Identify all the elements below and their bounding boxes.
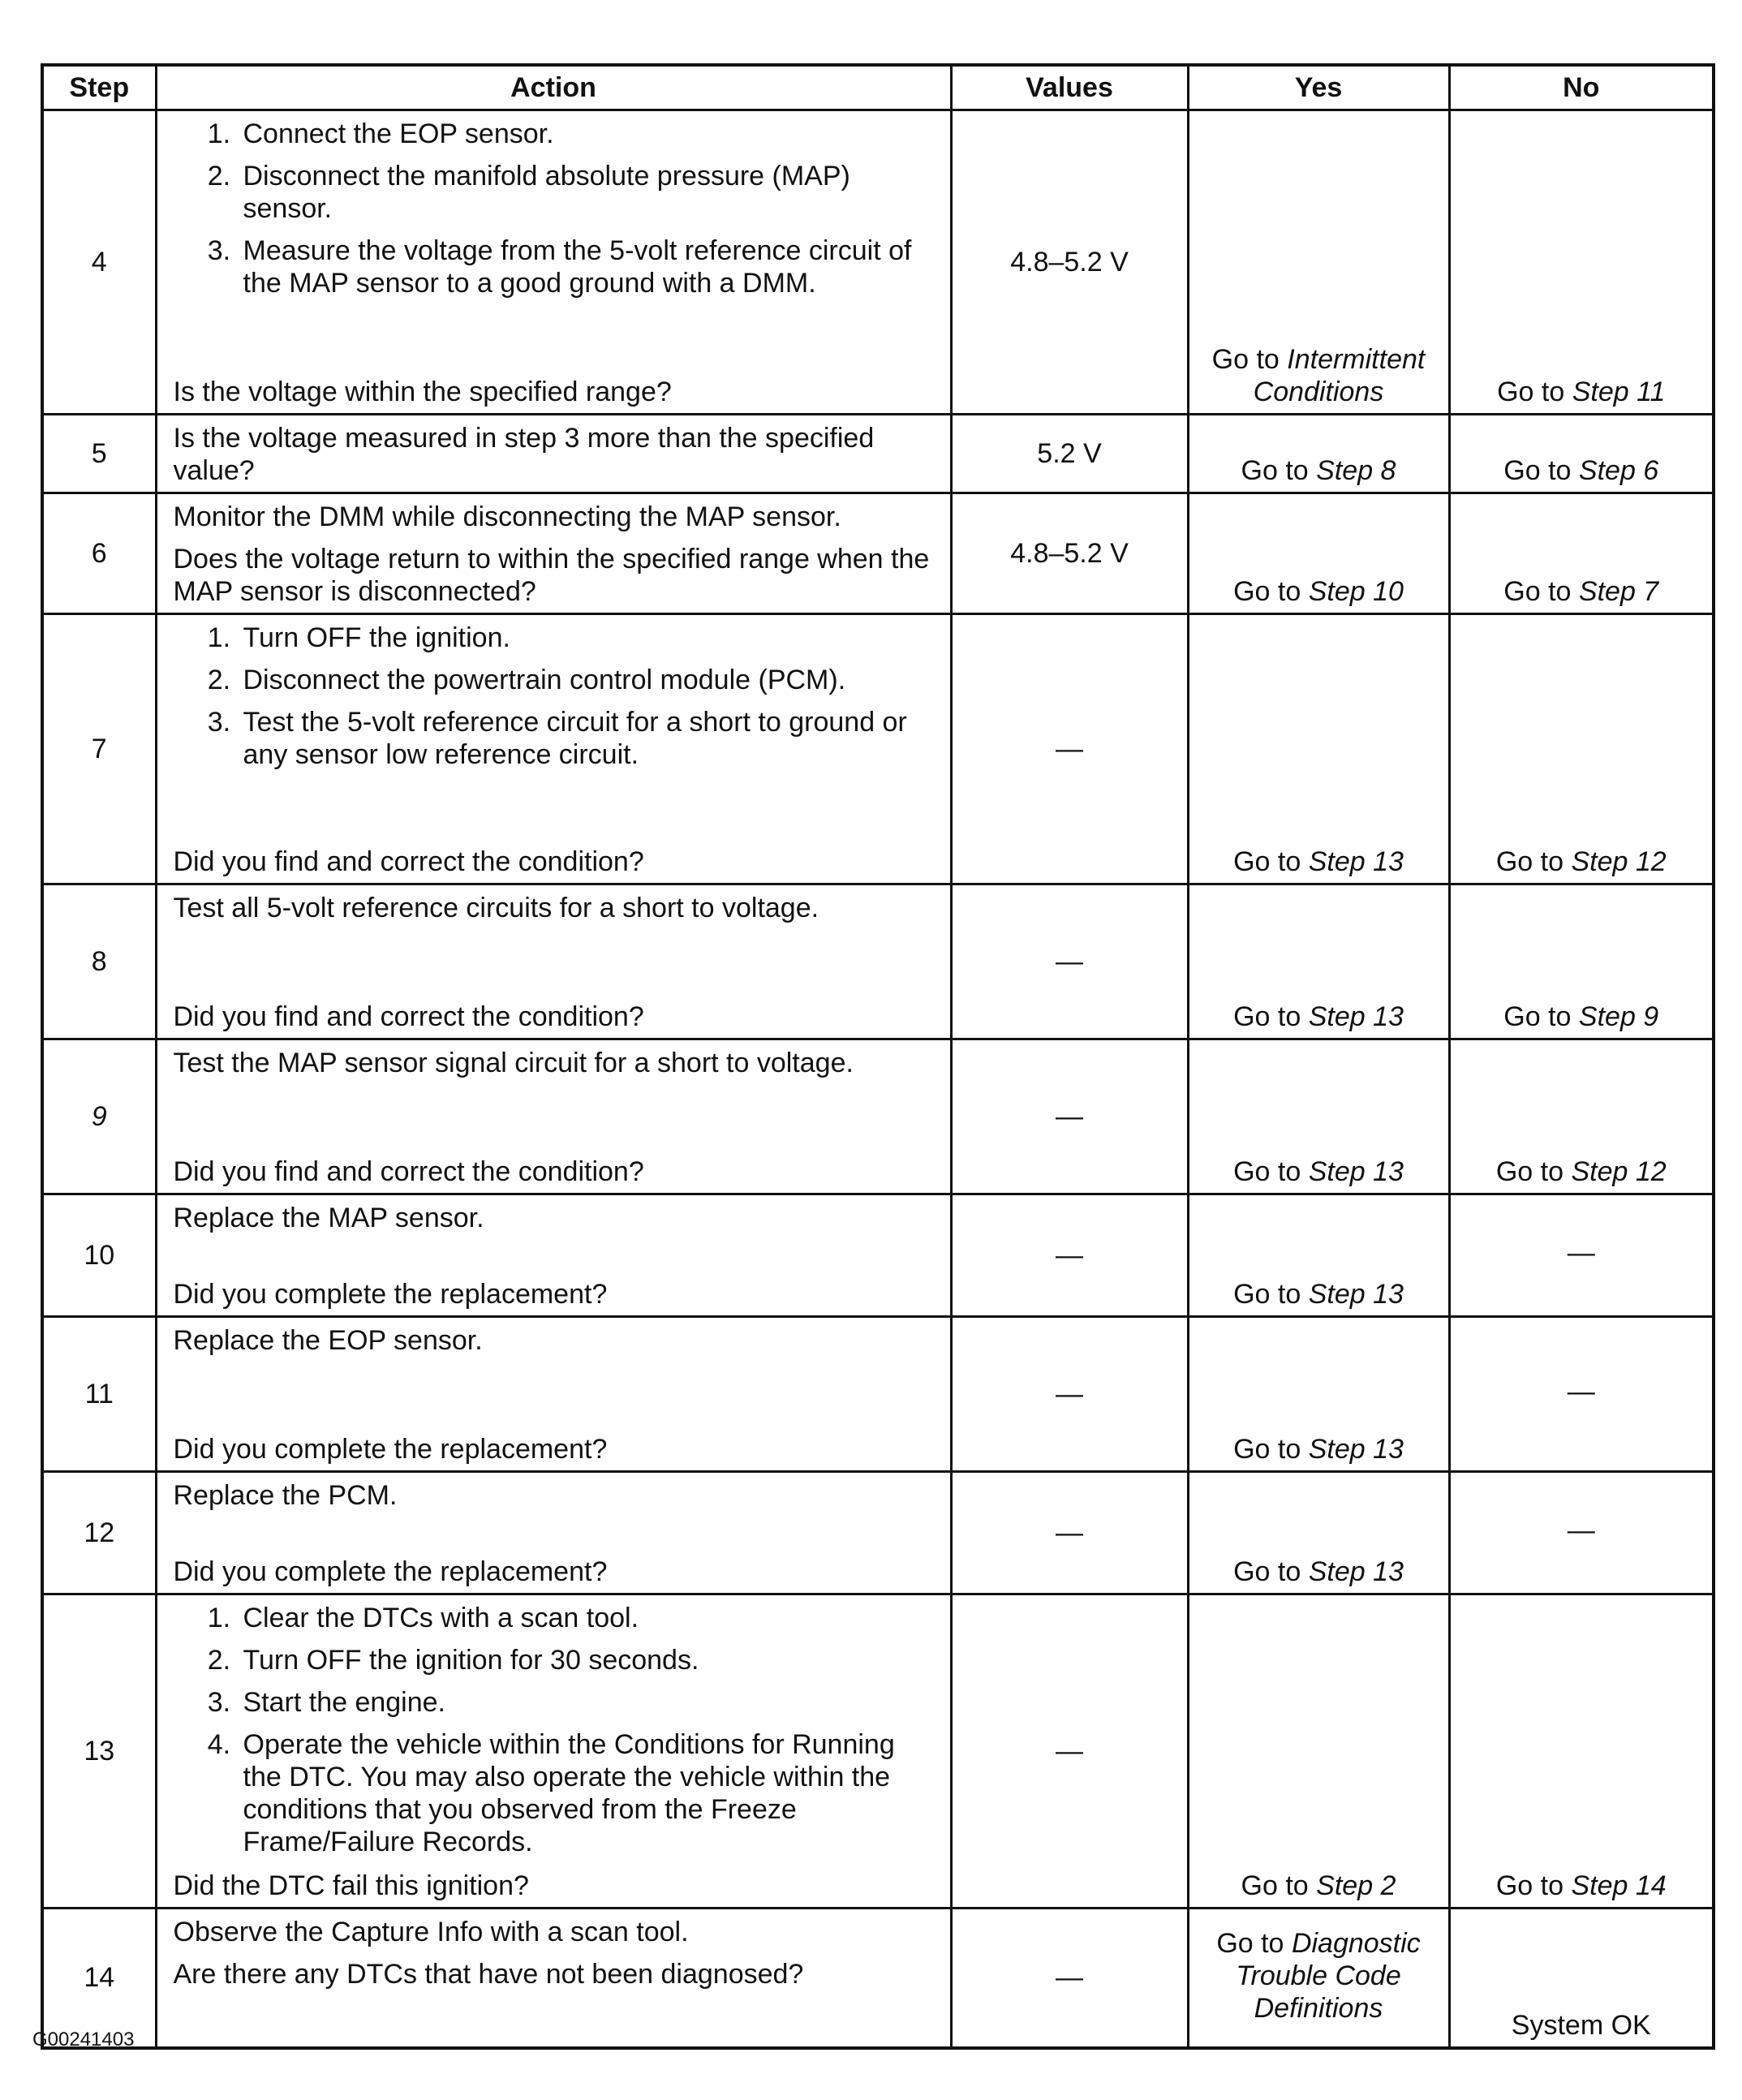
action-cell: [156, 884, 951, 1039]
value-cell: —: [951, 1317, 1188, 1472]
action-text: Test all 5-volt reference circuits for a short to voltage.: [173, 893, 819, 923]
action-cell: [156, 1909, 951, 2048]
value-cell: —: [951, 1909, 1188, 2048]
action-question: Did you find and correct the condition?: [173, 846, 644, 877]
value-cell: 5.2 V: [951, 415, 1188, 493]
yes-reference: Step 13: [1308, 1001, 1404, 1032]
no-prefix: Go to: [1503, 576, 1572, 607]
action-cell: [156, 1472, 951, 1594]
step-number: 7: [42, 614, 156, 884]
action-item: 2. Disconnect the manifold absolute pressure (MAP) sensor.: [239, 160, 934, 225]
value-cell: —: [951, 884, 1188, 1039]
yes-reference: Step 13: [1308, 1434, 1404, 1465]
action-question: Did you complete the replacement?: [173, 1556, 608, 1587]
no-reference: Step 12: [1571, 1156, 1667, 1187]
action-item: 2. Disconnect the powertrain control module (PCM).: [239, 664, 934, 696]
no-prefix: Go to: [1497, 377, 1565, 407]
value-cell: —: [951, 614, 1188, 884]
action-item: 3. Start the engine.: [239, 1686, 934, 1719]
action-text: Replace the PCM.: [173, 1480, 398, 1511]
header-values: Values: [951, 65, 1188, 110]
no-cell: [1449, 110, 1714, 415]
yes-prefix: Go to: [1233, 1156, 1301, 1187]
no-prefix: Go to: [1503, 455, 1572, 486]
action-cell: [156, 1317, 951, 1472]
action-question: Is the voltage measured in step 3 more than the specified value?: [173, 423, 875, 486]
action-list: [174, 622, 934, 771]
step-number: 4: [42, 110, 156, 415]
yes-prefix: Go to: [1233, 1001, 1301, 1032]
yes-cell: [1188, 1317, 1449, 1472]
table-row: [42, 1472, 1714, 1594]
yes-prefix: Go to: [1233, 1279, 1301, 1310]
no-cell: System OK: [1449, 1909, 1714, 2048]
yes-prefix: Go to: [1233, 1434, 1301, 1465]
no-prefix: Go to: [1495, 1870, 1563, 1901]
table-row: [42, 1194, 1714, 1317]
action-item: 3. Measure the voltage from the 5-volt reference circuit of the MAP sensor to a good ground with a DMM.: [239, 235, 934, 299]
yes-cell: [1188, 884, 1449, 1039]
yes-cell: [1188, 110, 1449, 415]
value-cell: 4.8–5.2 V: [951, 110, 1188, 415]
no-reference: Step 7: [1578, 576, 1659, 607]
yes-cell: [1188, 614, 1449, 884]
step-number: 8: [42, 884, 156, 1039]
value-cell: 4.8–5.2 V: [951, 493, 1188, 614]
yes-cell: [1188, 1909, 1449, 2048]
yes-reference: Step 2: [1316, 1870, 1396, 1901]
value-cell: —: [951, 1472, 1188, 1594]
no-prefix: Go to: [1495, 1156, 1563, 1187]
yes-cell: [1188, 1194, 1449, 1317]
action-item: 1. Turn OFF the ignition.: [239, 622, 934, 654]
action-cell: [156, 493, 951, 614]
yes-cell: [1188, 493, 1449, 614]
diagnostic-table: [41, 63, 1715, 2050]
action-question: Did you find and correct the condition?: [173, 1001, 644, 1032]
no-cell: —: [1449, 1472, 1714, 1594]
action-item: 2. Turn OFF the ignition for 30 seconds.: [239, 1644, 934, 1676]
header-action: Action: [156, 65, 951, 110]
action-text: Replace the MAP sensor.: [173, 1203, 484, 1233]
table-row: [42, 1317, 1714, 1472]
no-reference: Step 14: [1571, 1870, 1667, 1901]
action-question: Are there any DTCs that have not been diagnosed?: [173, 1959, 804, 1990]
yes-prefix: Go to: [1241, 455, 1309, 486]
step-number: 10: [42, 1194, 156, 1317]
action-question: Did the DTC fail this ignition?: [173, 1870, 529, 1901]
action-question: Does the voltage return to within the specified range when the MAP sensor is disconnected?: [173, 544, 930, 607]
action-list: [174, 118, 934, 299]
action-item: 1. Clear the DTCs with a scan tool.: [239, 1602, 934, 1634]
yes-cell: [1188, 1472, 1449, 1594]
action-cell: [156, 1594, 951, 1909]
action-item: 3. Test the 5-volt reference circuit for a short to ground or any sensor low reference circuit.: [239, 706, 934, 771]
table-row: [42, 415, 1714, 493]
no-reference: Step 9: [1578, 1001, 1659, 1032]
step-number: 9: [42, 1039, 156, 1194]
header-step: Step: [42, 65, 156, 110]
yes-reference: Step 13: [1308, 1156, 1404, 1187]
step-number: 5: [42, 415, 156, 493]
value-cell: —: [951, 1594, 1188, 1909]
action-cell: [156, 415, 951, 493]
action-cell: [156, 614, 951, 884]
action-item: 4. Operate the vehicle within the Conditions for Running the DTC. You may also operate the vehicle within the conditions that you observed from the Freeze Frame/Failure Records.: [239, 1728, 934, 1858]
no-cell: [1449, 1594, 1714, 1909]
no-cell: [1449, 884, 1714, 1039]
step-number: 6: [42, 493, 156, 614]
step-number: 11: [42, 1317, 156, 1472]
yes-reference: Step 13: [1308, 1556, 1404, 1587]
table-row: [42, 1909, 1714, 2048]
action-text: Test the MAP sensor signal circuit for a short to voltage.: [173, 1048, 854, 1078]
table-row: [42, 493, 1714, 614]
table-row: [42, 110, 1714, 415]
yes-prefix: Go to: [1216, 1928, 1284, 1959]
table-row: [42, 614, 1714, 884]
no-cell: —: [1449, 1194, 1714, 1317]
action-cell: [156, 1039, 951, 1194]
yes-reference: Step 13: [1308, 846, 1404, 877]
no-prefix: Go to: [1503, 1001, 1572, 1032]
value-cell: —: [951, 1194, 1188, 1317]
yes-reference: Diagnostic Trouble Code Definitions: [1236, 1928, 1421, 2024]
yes-cell: [1188, 1594, 1449, 1909]
action-question: Is the voltage within the specified range?: [173, 377, 672, 407]
no-cell: [1449, 415, 1714, 493]
no-cell: [1449, 1039, 1714, 1194]
table-row: [42, 1594, 1714, 1909]
no-cell: [1449, 614, 1714, 884]
yes-cell: [1188, 1039, 1449, 1194]
action-text: Replace the EOP sensor.: [173, 1325, 483, 1356]
header-no: No: [1449, 65, 1714, 110]
action-text: Observe the Capture Info with a scan tool.: [173, 1917, 689, 1947]
value-cell: —: [951, 1039, 1188, 1194]
table-row: [42, 1039, 1714, 1194]
step-number: 14: [42, 1909, 156, 2048]
yes-prefix: Go to: [1211, 344, 1280, 375]
yes-prefix: Go to: [1233, 576, 1301, 607]
step-number: 12: [42, 1472, 156, 1594]
no-reference: Step 12: [1571, 846, 1667, 877]
action-question: Did you complete the replacement?: [173, 1434, 608, 1465]
yes-reference: Step 8: [1316, 455, 1396, 486]
action-cell: [156, 110, 951, 415]
yes-reference: Step 13: [1308, 1279, 1404, 1310]
yes-prefix: Go to: [1241, 1870, 1309, 1901]
action-cell: [156, 1194, 951, 1317]
no-cell: —: [1449, 1317, 1714, 1472]
no-prefix: Go to: [1495, 846, 1563, 877]
yes-prefix: Go to: [1233, 846, 1301, 877]
no-cell: [1449, 493, 1714, 614]
yes-reference: Intermittent Conditions: [1253, 344, 1426, 407]
yes-prefix: Go to: [1233, 1556, 1301, 1587]
no-reference: Step 11: [1572, 377, 1666, 407]
no-reference: Step 6: [1578, 455, 1659, 486]
figure-id: G00241403: [32, 2029, 135, 2051]
action-item: 1. Connect the EOP sensor.: [239, 118, 934, 150]
action-question: Did you find and correct the condition?: [173, 1156, 644, 1187]
yes-reference: Step 10: [1308, 576, 1404, 607]
table-header-row: [42, 65, 1714, 110]
yes-cell: [1188, 415, 1449, 493]
step-number: 13: [42, 1594, 156, 1909]
table-row: [42, 884, 1714, 1039]
action-text: Monitor the DMM while disconnecting the MAP sensor.: [173, 501, 841, 532]
action-list: [174, 1602, 934, 1858]
action-question: Did you complete the replacement?: [173, 1279, 608, 1310]
header-yes: Yes: [1188, 65, 1449, 110]
